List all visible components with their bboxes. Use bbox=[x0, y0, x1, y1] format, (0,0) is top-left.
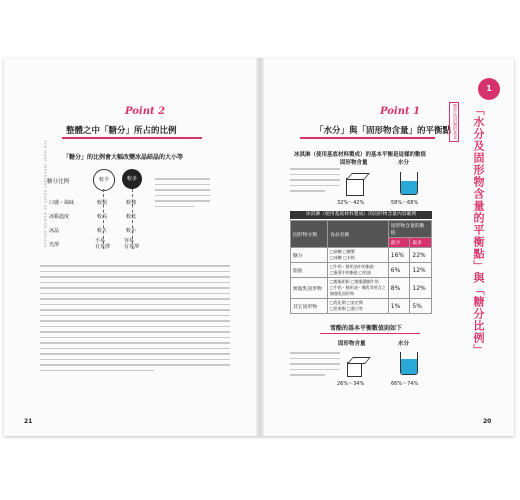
water-glass-icon bbox=[400, 172, 418, 195]
sorbet-glass-icon bbox=[400, 352, 418, 375]
row-4-high: 容易 有光澤 bbox=[124, 238, 140, 250]
row-4-label: 光澤 bbox=[49, 242, 60, 248]
left-page-number: 21 bbox=[24, 418, 33, 425]
row-2-high: 較低 bbox=[126, 214, 137, 220]
point-2-label: Point 2 bbox=[125, 106, 166, 117]
arrow-high bbox=[132, 189, 133, 249]
diagram-note-text bbox=[155, 178, 210, 211]
row-cat: 其它固形物 bbox=[291, 299, 328, 314]
vertical-title: 「水分及固形物含量的平衡點」與「糖分比例」 bbox=[472, 104, 485, 356]
sorbet-water-range: 66%〜74% bbox=[391, 381, 419, 387]
solid-range: 32%〜42% bbox=[337, 200, 365, 206]
sorbet-note-text bbox=[290, 352, 340, 380]
right-subtitle: 冰淇淋（使用基底材料製成）的基本平衡是這樣的數值 bbox=[294, 152, 427, 158]
row-max: 12% bbox=[410, 263, 432, 278]
left-title: 整體之中「糖分」所占的比例 bbox=[66, 126, 177, 136]
row-1-label: 口感・風味 bbox=[49, 200, 75, 206]
row-1-high: 較強 bbox=[126, 200, 137, 206]
side-note: THE MOST IMPORTANT POINT OF MAKING GELATO bbox=[43, 140, 47, 248]
left-body-text bbox=[40, 265, 230, 375]
sorbet-cube-icon bbox=[347, 362, 362, 377]
chapter-badge: 1 bbox=[478, 78, 500, 100]
sorbet-solid-label: 固形物含量 bbox=[338, 341, 366, 347]
th-category: 固形物分類 bbox=[291, 221, 328, 248]
row-min: 1% bbox=[388, 299, 410, 314]
row-2-low: 較高 bbox=[97, 214, 108, 220]
right-title: 「水分」與「固形物含量」的平衡點 bbox=[315, 126, 452, 136]
row-cat: 糖分 bbox=[291, 248, 328, 263]
row-max: 12% bbox=[410, 278, 432, 299]
circle-low: 較少 bbox=[93, 169, 115, 191]
row-1-low: 較弱 bbox=[97, 200, 108, 206]
sorbet-underline bbox=[320, 333, 420, 334]
row-3-label: 冰晶 bbox=[49, 228, 60, 234]
row-max: 22% bbox=[410, 248, 432, 263]
row-cat: 無脂乳固形物 bbox=[291, 278, 328, 299]
th-min: 最少 bbox=[388, 238, 410, 248]
row-min: 8% bbox=[388, 278, 410, 299]
right-page-number: 20 bbox=[483, 418, 492, 425]
solid-label: 固形物含量 bbox=[340, 160, 368, 166]
row-food: □砂糖 □糖漿 □冰糖 □水飴 bbox=[328, 248, 389, 263]
balance-note-text bbox=[290, 168, 340, 196]
row-3-low: 較大 bbox=[97, 228, 108, 234]
arrow-low bbox=[103, 189, 104, 249]
row-food: □乳化劑 □安定劑 □堅果類 □蛋白等 bbox=[328, 299, 389, 314]
table-title: 冰淇淋（使用基底材料製成）的固形物含量內容範例 bbox=[290, 211, 432, 219]
book-gutter bbox=[256, 58, 264, 436]
row-min: 6% bbox=[388, 263, 410, 278]
th-values: 固形物含量的數值 bbox=[388, 221, 431, 238]
row-2-label: 冰點溫度 bbox=[49, 214, 70, 220]
circle-high: 較多 bbox=[122, 169, 142, 189]
left-subtitle: 「糖分」的比例會大幅改變冰晶結晶的大小等 bbox=[63, 154, 184, 161]
point-1-label: Point 1 bbox=[380, 106, 421, 117]
row-max: 5% bbox=[410, 299, 432, 314]
th-max: 最多 bbox=[410, 238, 432, 248]
right-title-underline bbox=[300, 137, 435, 139]
sorbet-water-label: 水分 bbox=[398, 341, 410, 347]
row-food: □脫脂奶粉 □脫脂濃縮牛奶 □牛奶・鮮奶油・煉乳等所含之 無脂乳固形物 bbox=[328, 278, 389, 299]
row-3-high: 較小 bbox=[126, 228, 137, 234]
row-food: □牛奶・鮮奶油中的脂肪 □蛋黃中的脂肪 □奶油 bbox=[328, 263, 389, 278]
row-min: 16% bbox=[388, 248, 410, 263]
row-4-low: 不易 有光澤 bbox=[95, 238, 111, 250]
chapter-tab: 製作冰淇淋的基本 bbox=[449, 102, 459, 142]
solids-table bbox=[290, 220, 432, 314]
water-range: 58%〜68% bbox=[391, 200, 419, 206]
sorbet-solid-range: 26%〜34% bbox=[337, 381, 365, 387]
left-title-underline bbox=[62, 137, 202, 139]
water-label: 水分 bbox=[398, 160, 410, 166]
solid-cube-icon bbox=[346, 178, 364, 196]
row-cat: 脂肪 bbox=[291, 263, 328, 278]
diagram-label: 糖分比例 bbox=[47, 179, 70, 185]
th-food: 食品名稱 bbox=[328, 221, 389, 248]
sorbet-title: 雪酪的基本平衡數值則如下 bbox=[330, 325, 403, 332]
